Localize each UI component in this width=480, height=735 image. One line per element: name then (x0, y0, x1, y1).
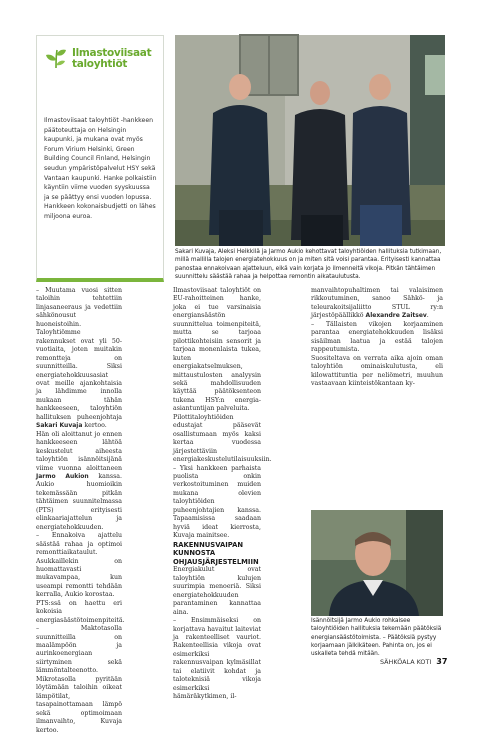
paragraph: Hän oli aloittanut jo ennen hankkeeseen lähtöä keskustelut aiheesta taloyhtiön isännöitsijänä viime vuonna aloittaneen Jarmo Aukion kanssa. Aukio huomioikin tekemässään pitkän tähtäimen suunnitelmassa (PTS) erityisesti elinkaariajattelun ja energiatehokkuuden. (36, 430, 122, 531)
info-box-text: Ilmastoviisaat taloyhtiöt -hankkeen päätoteuttaja on Helsingin kaupunki, ja mukana ovat myös Forum Virium Helsinki, Green Building Council Finland, Helsingin seudun ympäristöpalvelut HSY sekä Vantaan kaupunki. Hanke polkaistiin käyntiin viime vuoden syyskuussa ja se päättyy ensi vuoden lopussa. Hankkeen kokonaisbudjetti on lähes miljoona euroa. (44, 117, 157, 220)
info-box (36, 35, 164, 282)
leaf-logo-icon (44, 46, 68, 70)
group-photo (175, 35, 445, 246)
paragraph: – Maktotasolla suunnitteilla on maalämpöön ja aurinkoenergiaan siirtyminen sekä lämmöntalteenotto. Mikrotasolla pyritään löytämään taloihin oikeat lämpötilat, tasapainottamaan lämpö sekä optimoimaan ilmanvaihto, Kuvaja kertoo. (36, 625, 122, 734)
group-photo-image (175, 35, 445, 246)
info-box-title (72, 48, 151, 70)
article-column-2 (173, 287, 272, 702)
paragraph: – Ensimmäiseksi on korjattava havaitut laiteviat ja rakenteelliset vauriot. Rakenteellisia vikoja ovat esimerkiksi rakennusvaipan kylmäsillat tai elatiivit kohdat ja taloteknisiä vikoja esimerkiksi hämäräkytkimen, il- (173, 617, 261, 701)
paragraph: Pilottitaloyhtiöiden edustajat pääsevät osallistumaan myös kaksi kertaa vuodessa järjestettäviin energiakeskustelutilaisuuksiin. (173, 413, 272, 464)
article-column-1 (36, 287, 125, 735)
info-box-title-line2: taloyhtiöt (72, 58, 128, 70)
paragraph: Suositeltava on verrata aika ajoin oman taloyhtiön ominaiskulutusta, eli kilowattituntia per neliömetri, muuhun vastaavaan kiinteistökantaan ky- (311, 354, 443, 387)
person-name: Jarmo Aukion (36, 472, 89, 480)
page-number: 37 (436, 657, 448, 666)
info-box-header (44, 46, 157, 82)
paragraph: PTS:ssä on haettu eri kokoisia energiasäästötoimenpiteitä. (36, 599, 125, 624)
paragraph: manvaihtopuhaltimen tai valaisimen rikkoutuminen, sanoo Sähkö- ja teleurakoitsijaliitto STUL ry:n järjestöpäällikkö Alexandre Zaitsev. (311, 287, 443, 320)
person-name: Sakari Kuvaja (36, 422, 83, 430)
portrait-caption: Isännöitsijä Jarmo Aukio rohkaisee taloyhtiöiden hallituksia tekemään päätöksiä energiansäästötoimista. – Päätöksiä pystyy korjaamaan jälkikäteen. Pahinta on, jos ei uskalleta tehdä mitään. (311, 618, 442, 658)
info-box-title-line1: Ilmastoviisaat (72, 47, 152, 59)
paragraph: – Muutama vuosi sitten taloihin tehtettiin linjasaneeraus ja vedettiin sähkönousut huoneistoihin. Taloyhtiömme rakennukset ovat yli 50-vuotiaita, joten muitakin remontteja on suunnitteilla. Siksi energiatehokkuusasiat ovat meille ajankohtaisia ja lähdimme innolla mukaan tähän hankkeeseen, taloyhtiön hallituksen puheenjohtaja Sakari Kuvaja kertoo. (36, 287, 122, 430)
page-footer (380, 657, 446, 666)
section-subheading: RAKENNUSVAIPAN KUNNOSTA OHJAUSJÄRJESTELMIIN (173, 540, 259, 566)
group-photo-caption: Sakari Kuvaja, Aleksi Heikkilä ja Jarmo Aukio kehottavat taloyhtiöiden hallituksia tutkimaan, millä mallilla talojen energiatehokkuus on ja miten sitä voisi parantaa. Erityisesti kannattaa panostaa ennakoivaan ajatteluun, eikä vain korjata jo ilmenneitä vikoja. Pitkän tähtäimen suunnittelu säästää rahaa ja helpottaa remontin aikataulutusta. (175, 249, 442, 281)
magazine-name: SÄHKÖALA KOTI (380, 658, 432, 666)
paragraph: Ilmastoviisaat taloyhtiöt on EU-rahoitteinen hanke, joka ei tue varsinaisia energiansäästön suunnittelua toimenpiteitä, mutta se tarjoaa pilottikohteisiin sensorit ja tarjoaa monenlaista tukea, kuten energiakatselmuksen, mittaustulosten analyysin sekä mahdollisuuden käyttää päätöksenteon tukena HSY:n energia-asiantuntijan palveluita. (173, 287, 261, 413)
portrait-photo (311, 510, 443, 616)
paragraph: – Tällaisten vikojen korjaaminen parantaa energiatehokkuuden lisäksi sisäilman laatua ja estää talojen rappeutumista. (311, 320, 443, 354)
article-column-3 (311, 287, 443, 388)
portrait-photo-image (311, 510, 443, 616)
paragraph: – Yksi hankkeen parhaista puolista onkin verkostoituminen muiden mukana olevien taloyhtiöiden puheenjohtajien kanssa. Tapaamisissa saadaan hyviä ideat kierrosta, Kuvaja mainitsee. (173, 464, 261, 540)
person-name: Alexandre Zaitsev (365, 312, 427, 320)
paragraph: – Ennakoiva ajattelu säästää rahaa ja optimoi remonttiaikataulut. Asukkaillekin on huomattavasti mukavampaa, kun useampi remontti tehdään kerralla, Aukio korostaa. (36, 532, 122, 599)
paragraph: Energiakulut ovat taloyhtiön kulujen suurimpia menoeriä. Siksi energiatehokkuuden parantaminen kannattaa aina. (173, 566, 261, 616)
